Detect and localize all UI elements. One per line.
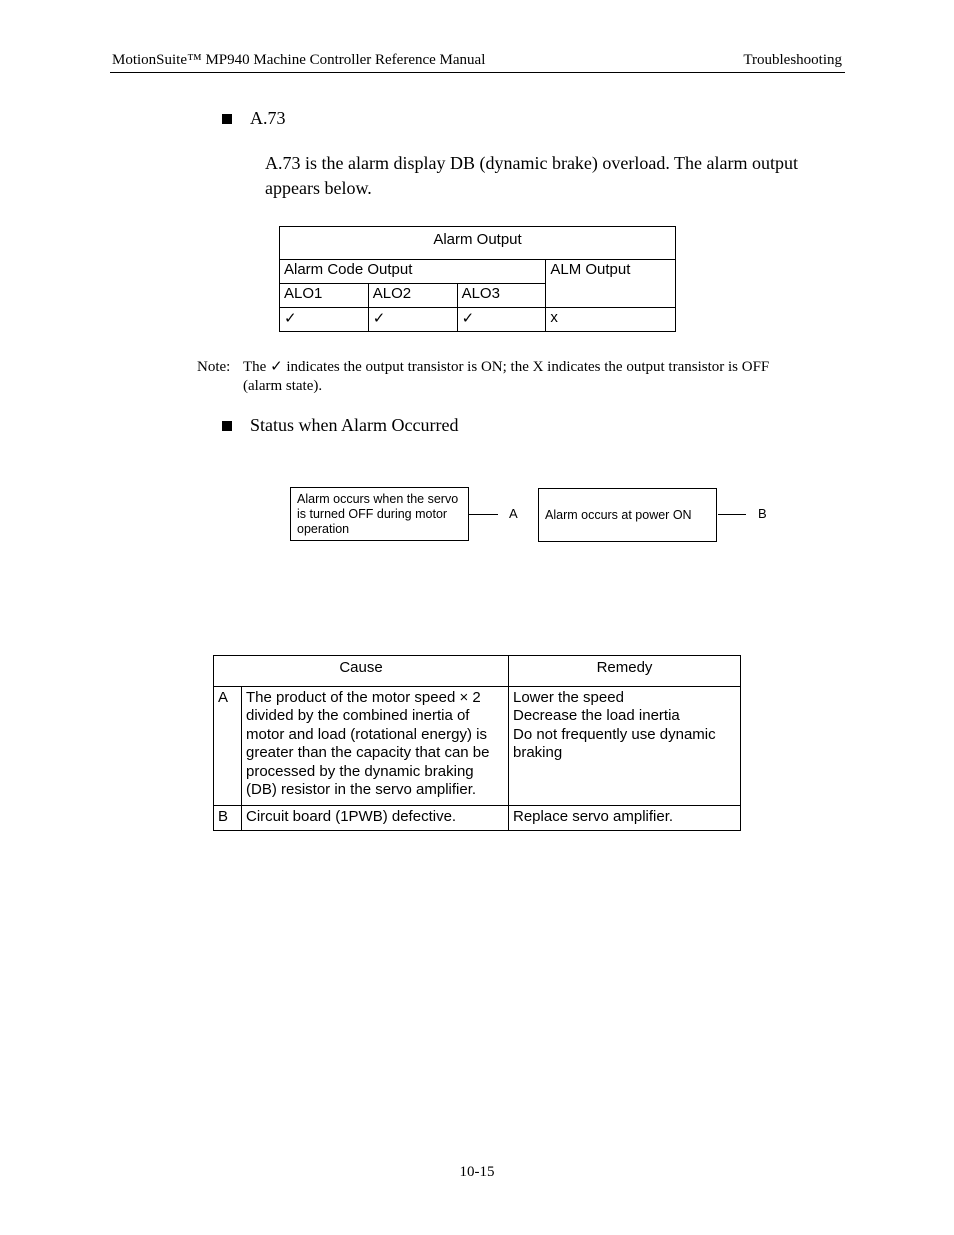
diagram-box-b-text: Alarm occurs at power ON	[545, 507, 692, 522]
note-text: The ✓ indicates the output transistor is ON; the X indicates the output transistor is OFF (alarm state).	[243, 359, 770, 394]
square-bullet-icon	[222, 421, 232, 431]
row-id: B	[214, 805, 242, 831]
alo1-header: ALO1	[280, 284, 369, 308]
cause-cell: The product of the motor speed × 2 divided by the combined inertia of motor and load (rotational energy) is greater than the capacity that can be processed by the dynamic braking (DB) resistor in the servo amplifier.	[242, 686, 509, 805]
table-row	[280, 308, 676, 332]
section-heading-status	[222, 415, 458, 436]
remedy-line: Replace servo amplifier.	[513, 807, 674, 825]
diagram-box-a-text: Alarm occurs when the servo is turned OFF during motor operation	[297, 491, 459, 536]
cause-header: Cause	[214, 656, 509, 687]
section-heading-text: A.73	[250, 108, 286, 128]
section-heading-a73	[222, 108, 286, 129]
diagram-connector-b	[718, 514, 746, 515]
alo2-header: ALO2	[368, 284, 457, 308]
cause-remedy-table	[213, 655, 741, 831]
note-label: Note:	[197, 359, 231, 375]
remedy-line: Do not frequently use dynamic braking	[513, 725, 716, 761]
diagram-box-a	[290, 487, 469, 541]
alo1-value: ✓	[280, 308, 369, 332]
cause-cell: Circuit board (1PWB) defective.	[242, 805, 509, 831]
table-row	[214, 686, 741, 805]
table-row	[280, 227, 676, 260]
remedy-cell	[509, 686, 741, 805]
diagram-connector-a	[469, 514, 498, 515]
alm-output-value: x	[546, 308, 676, 332]
remedy-header: Remedy	[509, 656, 741, 687]
alarm-code-output-header: Alarm Code Output	[280, 260, 546, 284]
remedy-line: Decrease the load inertia	[513, 707, 680, 724]
row-id: A	[214, 686, 242, 805]
section-paragraph: A.73 is the alarm display DB (dynamic brake) overload. The alarm output appears below.	[265, 153, 799, 198]
header-manual-title: MotionSuite™ MP940 Machine Controller Reference Manual	[112, 52, 486, 68]
section-heading-text: Status when Alarm Occurred	[250, 415, 459, 435]
remedy-cell	[509, 805, 741, 831]
alarm-output-table	[279, 226, 676, 332]
header-section-title: Troubleshooting	[743, 52, 842, 68]
square-bullet-icon	[222, 114, 232, 124]
diagram-label-b: B	[758, 506, 767, 521]
remedy-line: Lower the speed	[513, 688, 624, 706]
diagram-label-a: A	[509, 506, 518, 521]
table-row	[214, 805, 741, 831]
alm-output-header: ALM Output	[546, 260, 676, 308]
alo2-value: ✓	[368, 308, 457, 332]
alo3-value: ✓	[457, 308, 546, 332]
alarm-output-title: Alarm Output	[280, 227, 676, 260]
page-number: 10-15	[459, 1164, 495, 1180]
table-header-row	[214, 656, 741, 687]
diagram-box-b	[538, 488, 717, 542]
header-rule	[110, 72, 845, 73]
table-row	[280, 260, 676, 284]
alo3-header: ALO3	[457, 284, 546, 308]
